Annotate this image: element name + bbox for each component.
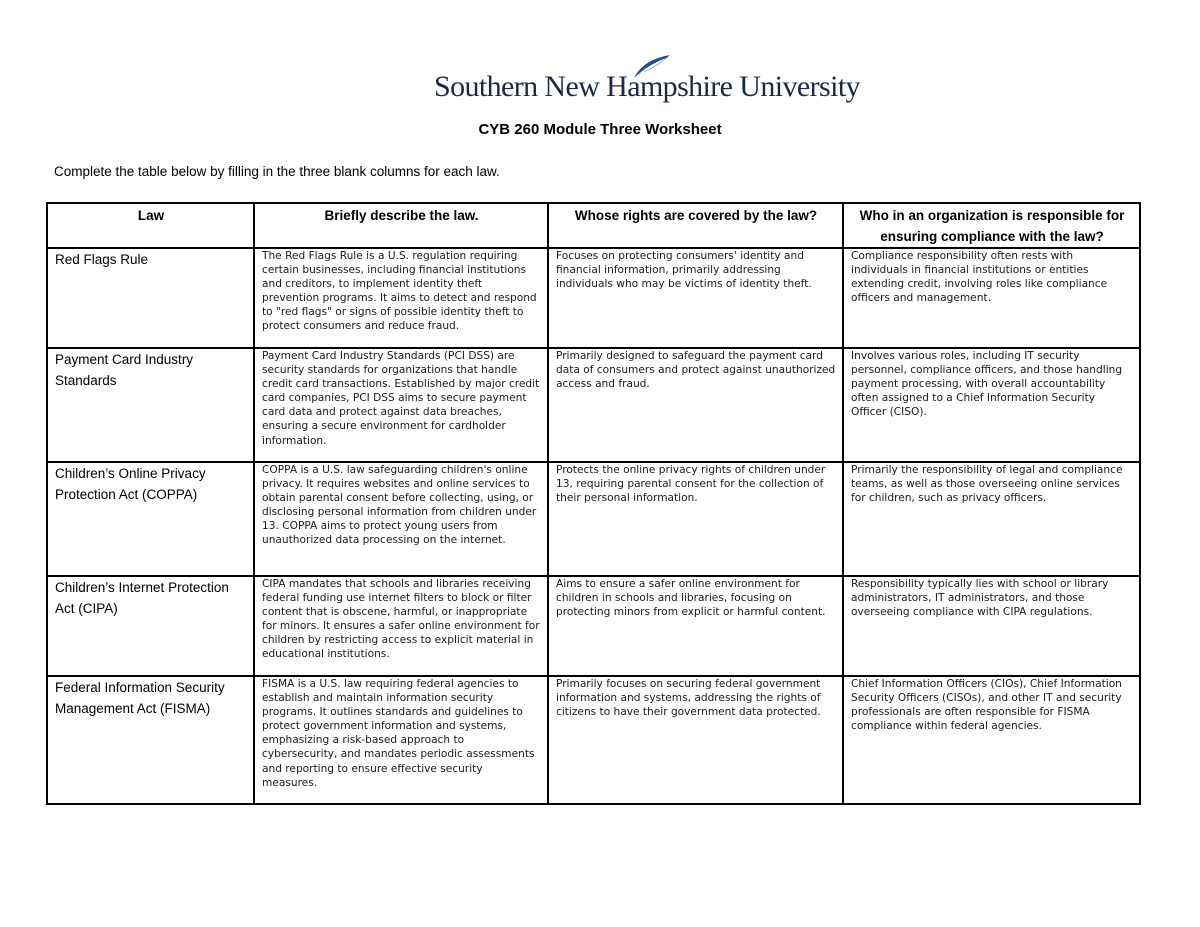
rights-cell: Aims to ensure a safer online environment for children in schools and libraries, focusing on protecting minors from explicit or harmful content. bbox=[548, 576, 843, 676]
column-header-rights: Whose rights are covered by the law? bbox=[548, 203, 843, 248]
law-name-cell: Children’s Online Privacy Protection Act (COPPA) bbox=[47, 462, 254, 576]
responsible-cell: Involves various roles, including IT security personnel, compliance officers, and those handling payment processing, with overall accountability often assigned to a Chief Information Security Officer (CISO). bbox=[843, 348, 1140, 462]
page-title: CYB 260 Module Three Worksheet bbox=[478, 121, 722, 138]
responsible-cell: Primarily the responsibility of legal and compliance teams, as well as those overseeing online services for children, such as privacy officers. bbox=[843, 462, 1140, 576]
rights-cell: Primarily focuses on securing federal government information and systems, addressing the rights of citizens to have their government data protected. bbox=[548, 676, 843, 804]
logo-wordmark: Southern New Hampshire University bbox=[434, 70, 860, 103]
law-name-cell: Red Flags Rule bbox=[47, 248, 254, 348]
table-row bbox=[47, 248, 1140, 348]
table-row bbox=[47, 462, 1140, 576]
laws-table bbox=[46, 202, 1141, 805]
university-logo bbox=[434, 54, 860, 106]
responsible-cell: Chief Information Officers (CIOs), Chief Information Security Officers (CISOs), and other IT and security professionals are often responsible for FISMA compliance within federal agencies. bbox=[843, 676, 1140, 804]
column-header-responsible: Who in an organization is responsible for ensuring compliance with the law? bbox=[843, 203, 1140, 248]
description-cell: FISMA is a U.S. law requiring federal agencies to establish and maintain information security programs. It outlines standards and guidelines to protect government information and systems, emphasizing a risk-based approach to cybersecurity, and mandates periodic assessments and reporting to ensure effective security measures. bbox=[254, 676, 548, 804]
responsible-cell: Compliance responsibility often rests with individuals in financial institutions or entities extending credit, involving roles like compliance officers and management. bbox=[843, 248, 1140, 348]
rights-cell: Primarily designed to safeguard the payment card data of consumers and protect against unauthorized access and fraud. bbox=[548, 348, 843, 462]
column-header-law: Law bbox=[47, 203, 254, 248]
rights-cell: Focuses on protecting consumers' identity and financial information, primarily addressing individuals who may be victims of identity theft. bbox=[548, 248, 843, 348]
instructions-text: Complete the table below by filling in the three blank columns for each law. bbox=[54, 164, 500, 179]
responsible-cell: Responsibility typically lies with school or library administrators, IT administrators, and those overseeing compliance with CIPA regulations. bbox=[843, 576, 1140, 676]
description-cell: The Red Flags Rule is a U.S. regulation requiring certain businesses, including financial institutions and creditors, to implement identity theft prevention programs. It aims to detect and respond to "red flags" or signs of possible identity theft to protect consumers and reduce fraud. bbox=[254, 248, 548, 348]
table-row bbox=[47, 348, 1140, 462]
law-name-cell: Federal Information Security Management Act (FISMA) bbox=[47, 676, 254, 804]
description-cell: COPPA is a U.S. law safeguarding children's online privacy. It requires websites and online services to obtain parental consent before collecting, using, or disclosing personal information from children under 13. COPPA aims to protect young users from unauthorized data processing on the internet. bbox=[254, 462, 548, 576]
description-cell: CIPA mandates that schools and libraries receiving federal funding use internet filters to block or filter content that is obscene, harmful, or inappropriate for minors. It ensures a safer online environment for children by restricting access to explicit material in educational institutions. bbox=[254, 576, 548, 676]
column-header-description: Briefly describe the law. bbox=[254, 203, 548, 248]
law-name-cell: Children’s Internet Protection Act (CIPA) bbox=[47, 576, 254, 676]
table-row bbox=[47, 676, 1140, 804]
table-header-row bbox=[47, 203, 1140, 248]
rights-cell: Protects the online privacy rights of children under 13, requiring parental consent for the collection of their personal information. bbox=[548, 462, 843, 576]
description-cell: Payment Card Industry Standards (PCI DSS) are security standards for organizations that handle credit card transactions. Established by major credit card companies, PCI DSS aims to secure payment card data and protect against data breaches, ensuring a secure environment for cardholder information. bbox=[254, 348, 548, 462]
law-name-cell: Payment Card Industry Standards bbox=[47, 348, 254, 462]
table-row bbox=[47, 576, 1140, 676]
